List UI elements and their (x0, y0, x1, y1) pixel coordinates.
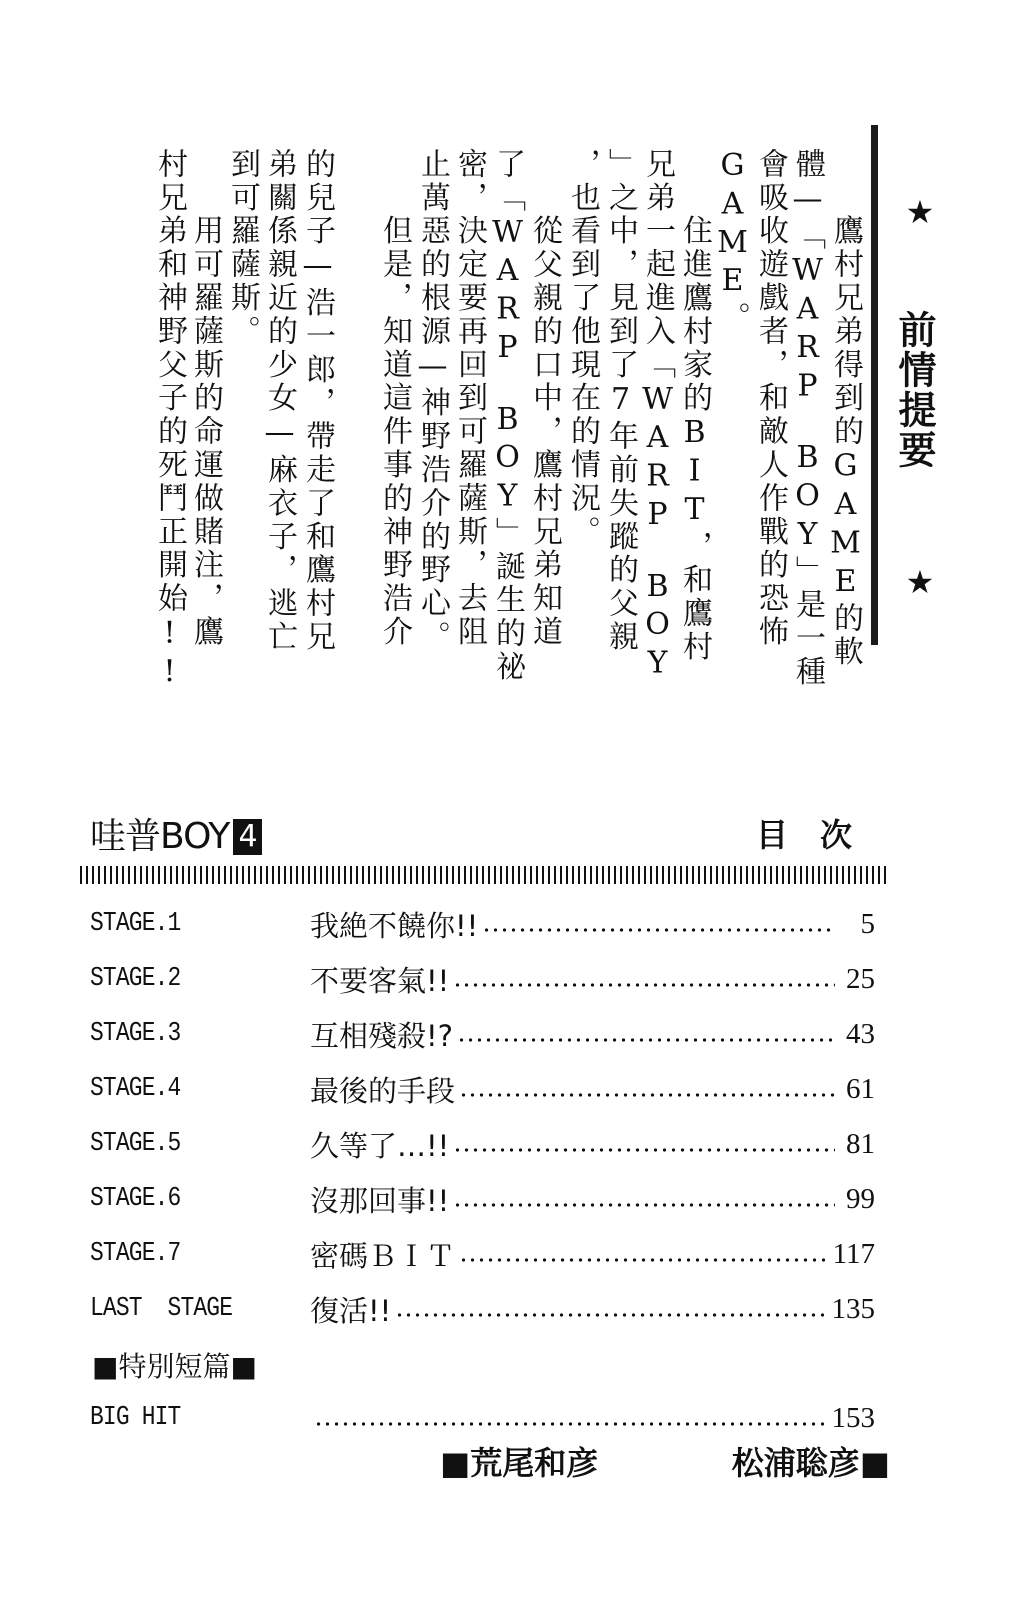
synopsis-column: 兄弟一起進入「WARP BOY (640, 148, 675, 684)
toc-page: 25 (846, 962, 875, 995)
synopsis-column: GAME。 (715, 148, 750, 335)
synopsis-column: 但是，知道這件事的神野浩介 (377, 148, 412, 649)
synopsis-column: 用可羅薩斯的命運做賭注，鷹 (188, 148, 223, 649)
synopsis-column: 密，決定要再回到可羅薩斯，去阻 (452, 148, 487, 649)
synopsis-column: 的兒子—浩一郎，帶走了和鷹村兄 (300, 148, 335, 654)
synopsis-column: 從父親的口中，鷹村兄弟知道 (527, 148, 562, 649)
leader-dots (459, 1257, 829, 1263)
toc-entry[interactable] (90, 1289, 875, 1329)
synopsis-column: 弟關係親近的少女—麻衣子，逃亡 (262, 148, 297, 654)
toc-stage: STAGE.5 (90, 1129, 181, 1159)
toc-stage: STAGE.4 (90, 1074, 181, 1104)
book-title (90, 815, 262, 859)
vertical-divider (871, 125, 878, 645)
synopsis-column: 止萬惡的根源—神野浩介的野心。 (415, 148, 450, 654)
star-icon: ★ (905, 563, 935, 601)
leader-dots (453, 982, 835, 988)
toc-title: 復活!! (310, 1293, 392, 1328)
toc-title: 沒那回事!! (310, 1183, 450, 1218)
toc-title: 互相殘殺!? (310, 1018, 454, 1053)
toc-header (90, 815, 890, 859)
special-short-story-heading: ■特別短篇■ (92, 1350, 257, 1383)
synopsis-column: ，也看到了他現在的情況。 (565, 148, 600, 549)
toc-entry[interactable] (90, 959, 875, 999)
toc-stage: STAGE.1 (90, 909, 181, 939)
toc-stage: STAGE.7 (90, 1239, 181, 1269)
toc-stage: BIG HIT (90, 1403, 181, 1433)
toc-title: 最後的手段 (310, 1073, 456, 1108)
toc-stage: LAST STAGE (90, 1294, 233, 1324)
synopsis-column: 」之中，見到了7年前失蹤的父親 (603, 148, 638, 654)
synopsis-column: 住進鷹村家的BIT，和鷹村 (677, 148, 712, 664)
toc-page: 117 (832, 1237, 875, 1270)
toc-page: 81 (846, 1127, 875, 1160)
author-left: ■荒尾和彦 (440, 1444, 599, 1482)
toc-title: 久等了…!! (310, 1128, 450, 1163)
toc-entry[interactable] (90, 1234, 875, 1274)
toc-entry-special[interactable] (90, 1398, 875, 1438)
barcode-rule-divider (80, 866, 890, 884)
leader-dots (453, 1147, 835, 1153)
synopsis-column: 村兄弟和神野父子的死鬥正開始!! (152, 148, 187, 693)
synopsis-column: 會吸收遊戲者，和敵人作戰的恐怖 (753, 148, 788, 649)
toc-page: 61 (846, 1072, 875, 1105)
toc-page: 43 (846, 1017, 875, 1050)
toc-title: 密碼ＢＩＴ (310, 1238, 456, 1273)
leader-dots (482, 927, 835, 933)
leader-dots (395, 1312, 827, 1318)
synopsis-block (152, 148, 863, 693)
toc-page: 135 (831, 1292, 875, 1325)
toc-stage: STAGE.3 (90, 1019, 181, 1049)
authors-credit (440, 1438, 890, 1484)
contents-label: 目次 (755, 816, 884, 854)
toc-entry[interactable] (90, 1124, 875, 1164)
toc-entry[interactable] (90, 1014, 875, 1054)
star-icon: ★ (905, 193, 935, 231)
synopsis-column: 到可羅薩斯。 (225, 148, 260, 349)
leader-dots (453, 1202, 835, 1208)
toc-title: 不要客氣!! (310, 963, 450, 998)
author-right: 松浦聡彦■ (731, 1444, 890, 1482)
leader-dots (459, 1092, 835, 1098)
toc-page: 153 (831, 1401, 875, 1434)
toc-entry[interactable] (90, 904, 875, 944)
toc-entry[interactable] (90, 1069, 875, 1109)
toc-page: 99 (846, 1182, 875, 1215)
toc-title: 我絶不饒你!! (310, 908, 479, 943)
toc-page: 5 (860, 907, 875, 940)
leader-dots (314, 1421, 828, 1427)
leader-dots (457, 1037, 835, 1043)
toc-stage: STAGE.2 (90, 964, 181, 994)
synopsis-column: 了「WARP BOY」誕生的祕 (490, 148, 525, 684)
synopsis-column: 鷹村兄弟得到的GAME的軟 (828, 148, 863, 669)
toc-entry[interactable] (90, 1179, 875, 1219)
synopsis-column: 體—「WARP BOY」是一種 (790, 148, 825, 689)
volume-badge: 4 (233, 819, 261, 855)
toc-stage: STAGE.6 (90, 1184, 181, 1214)
book-title-text: 哇普BOY (90, 816, 230, 857)
section-title: 前情提要 (892, 310, 936, 470)
